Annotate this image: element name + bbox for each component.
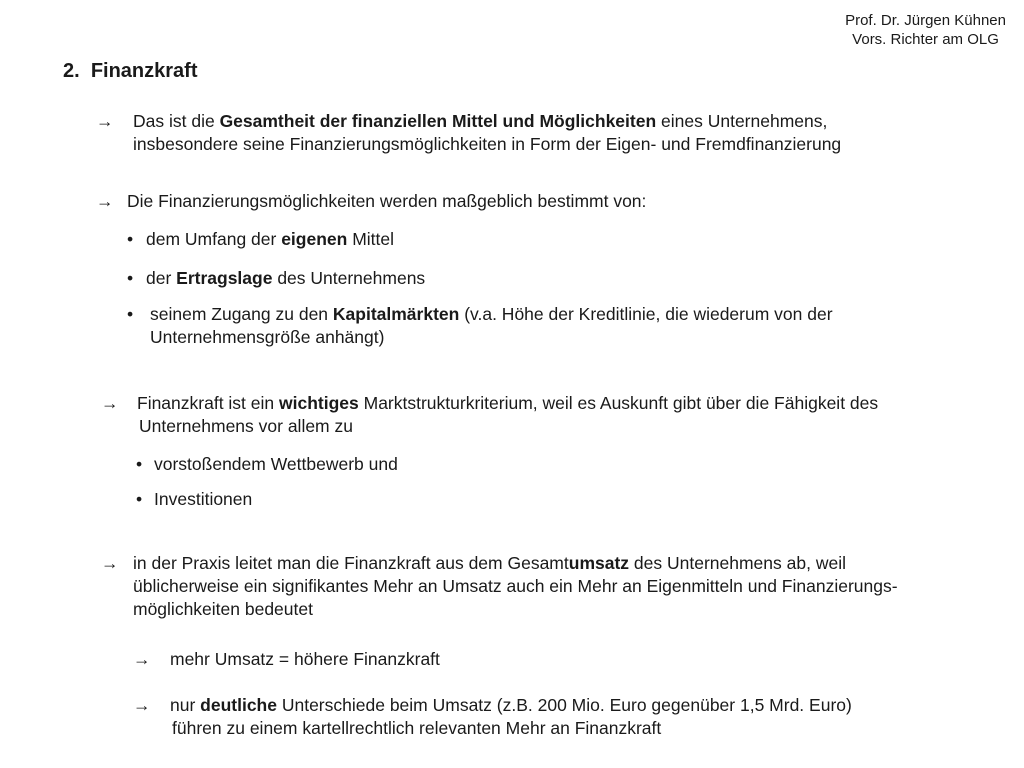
arrow-icon: → (133, 695, 151, 715)
author-block (845, 11, 1006, 49)
text-segment: Marktstrukturkriterium, weil es Auskunft gibt über die Fähigkeit des (358, 393, 879, 413)
bullet-icon: • (127, 304, 134, 324)
block3-line1 (137, 392, 878, 415)
block1-line1 (133, 110, 827, 133)
bullet-icon: • (136, 454, 143, 474)
block2-intro: Die Finanzierungsmöglichkeiten werden maßgeblich bestimmt von: (127, 191, 647, 211)
block4-line2: üblicherweise ein signifikantes Mehr an Umsatz auch ein Mehr an Eigenmitteln und Finanzierungs- (133, 576, 898, 596)
text-segment: Das ist die (133, 111, 220, 131)
block2-item1 (146, 228, 394, 251)
text-segment: in der Praxis leitet man die Finanzkraft aus dem Gesamt (133, 553, 569, 573)
emphasis-text: Kapitalmärkten (332, 304, 460, 324)
text-segment: eines Unternehmens, (656, 111, 828, 131)
block3-line2: Unternehmens vor allem zu (139, 416, 353, 436)
emphasis-text: Gesamtheit der finanziellen Mittel und Möglichkeiten (219, 111, 657, 131)
block4-sub1: mehr Umsatz = höhere Finanzkraft (170, 649, 440, 669)
text-segment: Mittel (347, 229, 395, 249)
bullet-icon: • (127, 268, 134, 288)
block1-line2: insbesondere seine Finanzierungsmöglichkeiten in Form der Eigen- und Fremdfinanzierung (133, 134, 842, 154)
arrow-icon: → (101, 393, 119, 413)
block4-sub2 (170, 694, 852, 717)
block4-line1 (133, 552, 846, 575)
emphasis-text: Ertragslage (176, 268, 273, 288)
bullet-icon: • (136, 489, 143, 509)
text-segment: des Unternehmens ab, weil (629, 553, 846, 573)
emphasis-text: eigenen (281, 229, 348, 249)
author-name: Prof. Dr. Jürgen Kühnen (845, 12, 1006, 29)
heading-number: 2. (63, 60, 80, 82)
text-segment: (v.a. Höhe der Kreditlinie, die wiederum von der (459, 304, 833, 324)
bullet-icon: • (127, 229, 134, 249)
text-segment: des Unternehmens (272, 268, 426, 288)
block2-item3-line2: Unternehmensgröße anhängt) (150, 327, 385, 347)
arrow-icon: → (101, 553, 119, 573)
block3-item1: vorstoßendem Wettbewerb und (154, 454, 398, 474)
text-segment: Finanzkraft ist ein (137, 393, 279, 413)
block2-item3 (150, 303, 833, 326)
arrow-icon: → (133, 649, 151, 669)
block4-sub2-line2: führen zu einem kartellrechtlich relevanten Mehr an Finanzkraft (172, 718, 662, 738)
heading-title: Finanzkraft (90, 60, 198, 82)
text-segment: nur (170, 695, 201, 715)
block3-item2: Investitionen (154, 489, 253, 509)
text-segment: dem Umfang der (146, 229, 282, 249)
emphasis-text: umsatz (568, 553, 630, 573)
text-segment: Unterschiede beim Umsatz (z.B. 200 Mio. Euro gegenüber 1,5 Mrd. Euro) (276, 695, 852, 715)
arrow-icon: → (96, 191, 114, 211)
arrow-icon: → (96, 111, 114, 131)
author-role: Vors. Richter am OLG (852, 31, 999, 48)
section-heading (63, 58, 198, 84)
text-segment: seinem Zugang zu den (150, 304, 333, 324)
emphasis-text: wichtiges (279, 393, 359, 413)
text-segment: der (146, 268, 177, 288)
block4-line3: möglichkeiten bedeutet (133, 599, 313, 619)
emphasis-text: deutliche (200, 695, 277, 715)
block2-item2 (146, 267, 425, 290)
